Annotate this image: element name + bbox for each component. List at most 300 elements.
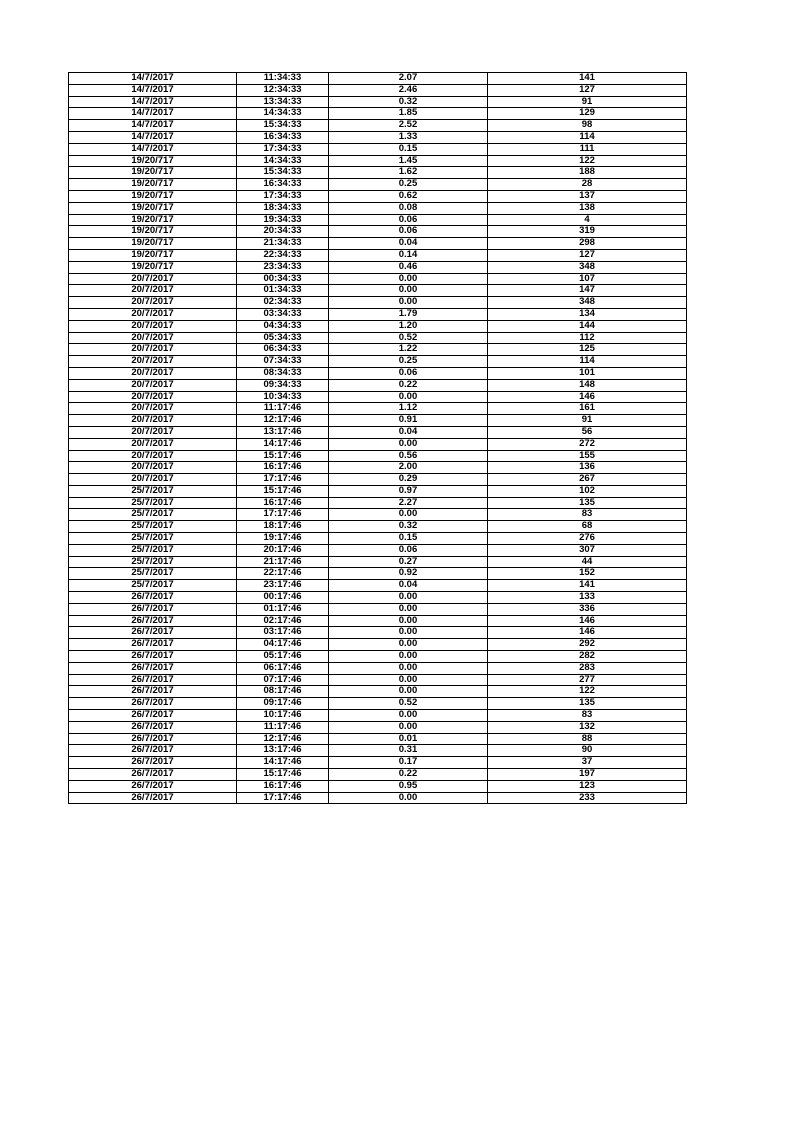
count-cell: 197 (488, 769, 687, 781)
table-row (69, 285, 687, 297)
date-cell: 20/7/2017 (69, 438, 237, 450)
date-cell: 20/7/2017 (69, 474, 237, 486)
date-cell: 26/7/2017 (69, 592, 237, 604)
count-cell: 292 (488, 639, 687, 651)
date-cell: 26/7/2017 (69, 662, 237, 674)
count-cell: 90 (488, 745, 687, 757)
count-cell: 101 (488, 367, 687, 379)
count-cell: 98 (488, 120, 687, 132)
date-cell: 26/7/2017 (69, 780, 237, 792)
table-row (69, 615, 687, 627)
table-row (69, 686, 687, 698)
count-cell: 146 (488, 391, 687, 403)
date-cell: 25/7/2017 (69, 544, 237, 556)
value-cell: 0.00 (329, 438, 488, 450)
time-cell: 12:17:46 (237, 415, 329, 427)
value-cell: 0.00 (329, 509, 488, 521)
value-cell: 0.00 (329, 651, 488, 663)
time-cell: 17:17:46 (237, 474, 329, 486)
date-cell: 14/7/2017 (69, 96, 237, 108)
value-cell: 0.00 (329, 721, 488, 733)
value-cell: 0.46 (329, 261, 488, 273)
value-cell: 0.06 (329, 226, 488, 238)
time-cell: 15:34:33 (237, 167, 329, 179)
value-cell: 0.00 (329, 391, 488, 403)
date-cell: 25/7/2017 (69, 556, 237, 568)
table-row (69, 308, 687, 320)
count-cell: 122 (488, 155, 687, 167)
table-row (69, 415, 687, 427)
value-cell: 1.62 (329, 167, 488, 179)
date-cell: 14/7/2017 (69, 120, 237, 132)
date-cell: 20/7/2017 (69, 367, 237, 379)
table-row (69, 603, 687, 615)
count-cell: 133 (488, 592, 687, 604)
date-cell: 14/7/2017 (69, 143, 237, 155)
time-cell: 21:17:46 (237, 556, 329, 568)
time-cell: 16:17:46 (237, 780, 329, 792)
count-cell: 233 (488, 792, 687, 804)
time-cell: 09:34:33 (237, 379, 329, 391)
time-cell: 03:17:46 (237, 627, 329, 639)
value-cell: 0.00 (329, 615, 488, 627)
count-cell: 28 (488, 179, 687, 191)
table-row (69, 320, 687, 332)
count-cell: 68 (488, 521, 687, 533)
table-row (69, 131, 687, 143)
table-row (69, 391, 687, 403)
date-cell: 14/7/2017 (69, 73, 237, 85)
time-cell: 01:17:46 (237, 603, 329, 615)
value-cell: 2.52 (329, 120, 488, 132)
time-cell: 11:17:46 (237, 403, 329, 415)
date-cell: 19/20/717 (69, 214, 237, 226)
count-cell: 146 (488, 615, 687, 627)
time-cell: 06:34:33 (237, 344, 329, 356)
date-cell: 26/7/2017 (69, 674, 237, 686)
value-cell: 0.04 (329, 238, 488, 250)
value-cell: 0.00 (329, 592, 488, 604)
date-cell: 19/20/717 (69, 226, 237, 238)
date-cell: 25/7/2017 (69, 580, 237, 592)
date-cell: 25/7/2017 (69, 485, 237, 497)
count-cell: 114 (488, 131, 687, 143)
count-cell: 188 (488, 167, 687, 179)
time-cell: 04:17:46 (237, 639, 329, 651)
count-cell: 144 (488, 320, 687, 332)
value-cell: 0.22 (329, 769, 488, 781)
count-cell: 141 (488, 73, 687, 85)
table-row (69, 674, 687, 686)
table-row (69, 556, 687, 568)
time-cell: 10:34:33 (237, 391, 329, 403)
count-cell: 267 (488, 474, 687, 486)
table-row (69, 780, 687, 792)
date-cell: 19/20/717 (69, 179, 237, 191)
time-cell: 16:34:33 (237, 131, 329, 143)
time-cell: 17:17:46 (237, 792, 329, 804)
count-cell: 147 (488, 285, 687, 297)
value-cell: 0.32 (329, 96, 488, 108)
value-cell: 0.92 (329, 568, 488, 580)
date-cell: 26/7/2017 (69, 651, 237, 663)
count-cell: 277 (488, 674, 687, 686)
value-cell: 0.27 (329, 556, 488, 568)
count-cell: 161 (488, 403, 687, 415)
value-cell: 0.00 (329, 639, 488, 651)
date-cell: 20/7/2017 (69, 426, 237, 438)
date-cell: 20/7/2017 (69, 379, 237, 391)
value-cell: 0.00 (329, 603, 488, 615)
count-cell: 111 (488, 143, 687, 155)
date-cell: 19/20/717 (69, 249, 237, 261)
value-cell: 0.62 (329, 190, 488, 202)
value-cell: 0.95 (329, 780, 488, 792)
table-row (69, 249, 687, 261)
count-cell: 102 (488, 485, 687, 497)
time-cell: 13:17:46 (237, 745, 329, 757)
table-row (69, 96, 687, 108)
time-cell: 18:17:46 (237, 521, 329, 533)
count-cell: 283 (488, 662, 687, 674)
count-cell: 348 (488, 297, 687, 309)
date-cell: 20/7/2017 (69, 285, 237, 297)
value-cell: 0.52 (329, 698, 488, 710)
time-cell: 15:34:33 (237, 120, 329, 132)
value-cell: 0.15 (329, 143, 488, 155)
time-cell: 23:34:33 (237, 261, 329, 273)
date-cell: 20/7/2017 (69, 308, 237, 320)
time-cell: 03:34:33 (237, 308, 329, 320)
value-cell: 0.01 (329, 733, 488, 745)
value-cell: 0.06 (329, 367, 488, 379)
value-cell: 0.00 (329, 285, 488, 297)
value-cell: 2.00 (329, 462, 488, 474)
value-cell: 0.29 (329, 474, 488, 486)
count-cell: 135 (488, 497, 687, 509)
table-row (69, 662, 687, 674)
date-cell: 20/7/2017 (69, 332, 237, 344)
table-row (69, 73, 687, 85)
date-cell: 20/7/2017 (69, 462, 237, 474)
count-cell: 4 (488, 214, 687, 226)
table-row (69, 627, 687, 639)
table-row (69, 438, 687, 450)
count-cell: 336 (488, 603, 687, 615)
time-cell: 18:34:33 (237, 202, 329, 214)
value-cell: 0.08 (329, 202, 488, 214)
time-cell: 15:17:46 (237, 450, 329, 462)
count-cell: 114 (488, 356, 687, 368)
date-cell: 14/7/2017 (69, 131, 237, 143)
date-cell: 20/7/2017 (69, 403, 237, 415)
table-row (69, 297, 687, 309)
date-cell: 26/7/2017 (69, 686, 237, 698)
table-row (69, 356, 687, 368)
table-row (69, 580, 687, 592)
count-cell: 138 (488, 202, 687, 214)
time-cell: 12:34:33 (237, 84, 329, 96)
count-cell: 135 (488, 698, 687, 710)
table-row (69, 426, 687, 438)
table-row (69, 568, 687, 580)
value-cell: 1.20 (329, 320, 488, 332)
count-cell: 148 (488, 379, 687, 391)
value-cell: 0.31 (329, 745, 488, 757)
value-cell: 0.97 (329, 485, 488, 497)
count-cell: 152 (488, 568, 687, 580)
count-cell: 37 (488, 757, 687, 769)
value-cell: 0.25 (329, 179, 488, 191)
time-cell: 16:34:33 (237, 179, 329, 191)
date-cell: 25/7/2017 (69, 533, 237, 545)
table-row (69, 485, 687, 497)
date-cell: 25/7/2017 (69, 568, 237, 580)
value-cell: 0.00 (329, 710, 488, 722)
time-cell: 19:17:46 (237, 533, 329, 545)
table-row (69, 509, 687, 521)
table-row (69, 792, 687, 804)
value-cell: 2.46 (329, 84, 488, 96)
time-cell: 08:17:46 (237, 686, 329, 698)
date-cell: 25/7/2017 (69, 509, 237, 521)
time-cell: 14:34:33 (237, 155, 329, 167)
table-row (69, 190, 687, 202)
date-cell: 25/7/2017 (69, 497, 237, 509)
time-cell: 12:17:46 (237, 733, 329, 745)
value-cell: 0.06 (329, 214, 488, 226)
value-cell: 0.32 (329, 521, 488, 533)
value-cell: 0.04 (329, 580, 488, 592)
table-row (69, 367, 687, 379)
count-cell: 91 (488, 415, 687, 427)
table-row (69, 108, 687, 120)
value-cell: 1.33 (329, 131, 488, 143)
date-cell: 20/7/2017 (69, 391, 237, 403)
table-row (69, 497, 687, 509)
date-cell: 14/7/2017 (69, 84, 237, 96)
count-cell: 122 (488, 686, 687, 698)
time-cell: 13:34:33 (237, 96, 329, 108)
time-cell: 22:34:33 (237, 249, 329, 261)
value-cell: 0.17 (329, 757, 488, 769)
time-cell: 19:34:33 (237, 214, 329, 226)
table-row (69, 757, 687, 769)
value-cell: 0.04 (329, 426, 488, 438)
count-cell: 91 (488, 96, 687, 108)
value-cell: 1.85 (329, 108, 488, 120)
time-cell: 14:17:46 (237, 438, 329, 450)
value-cell: 1.45 (329, 155, 488, 167)
date-cell: 19/20/717 (69, 190, 237, 202)
table-row (69, 544, 687, 556)
value-cell: 0.00 (329, 686, 488, 698)
value-cell: 0.00 (329, 273, 488, 285)
date-cell: 26/7/2017 (69, 615, 237, 627)
table-row (69, 179, 687, 191)
table-body (69, 73, 687, 804)
table-row (69, 651, 687, 663)
count-cell: 83 (488, 509, 687, 521)
value-cell: 1.12 (329, 403, 488, 415)
time-cell: 05:17:46 (237, 651, 329, 663)
time-cell: 05:34:33 (237, 332, 329, 344)
time-cell: 16:17:46 (237, 497, 329, 509)
value-cell: 0.00 (329, 792, 488, 804)
count-cell: 83 (488, 710, 687, 722)
table-row (69, 120, 687, 132)
date-cell: 19/20/717 (69, 202, 237, 214)
time-cell: 07:34:33 (237, 356, 329, 368)
value-cell: 0.52 (329, 332, 488, 344)
table-row (69, 143, 687, 155)
count-cell: 132 (488, 721, 687, 733)
date-cell: 26/7/2017 (69, 710, 237, 722)
date-cell: 26/7/2017 (69, 733, 237, 745)
table-row (69, 379, 687, 391)
time-cell: 00:34:33 (237, 273, 329, 285)
count-cell: 141 (488, 580, 687, 592)
time-cell: 09:17:46 (237, 698, 329, 710)
time-cell: 15:17:46 (237, 769, 329, 781)
date-cell: 20/7/2017 (69, 297, 237, 309)
count-cell: 56 (488, 426, 687, 438)
table-row (69, 344, 687, 356)
date-cell: 20/7/2017 (69, 344, 237, 356)
table-row (69, 273, 687, 285)
time-cell: 14:17:46 (237, 757, 329, 769)
value-cell: 0.00 (329, 674, 488, 686)
table-row (69, 226, 687, 238)
count-cell: 107 (488, 273, 687, 285)
time-cell: 16:17:46 (237, 462, 329, 474)
data-table (68, 72, 687, 804)
date-cell: 20/7/2017 (69, 273, 237, 285)
date-cell: 20/7/2017 (69, 320, 237, 332)
date-cell: 26/7/2017 (69, 627, 237, 639)
date-cell: 14/7/2017 (69, 108, 237, 120)
time-cell: 11:34:33 (237, 73, 329, 85)
time-cell: 17:17:46 (237, 509, 329, 521)
count-cell: 112 (488, 332, 687, 344)
date-cell: 26/7/2017 (69, 639, 237, 651)
count-cell: 307 (488, 544, 687, 556)
count-cell: 137 (488, 190, 687, 202)
time-cell: 17:34:33 (237, 143, 329, 155)
time-cell: 23:17:46 (237, 580, 329, 592)
count-cell: 276 (488, 533, 687, 545)
table-row (69, 745, 687, 757)
date-cell: 20/7/2017 (69, 356, 237, 368)
time-cell: 11:17:46 (237, 721, 329, 733)
value-cell: 0.00 (329, 662, 488, 674)
count-cell: 127 (488, 84, 687, 96)
value-cell: 0.15 (329, 533, 488, 545)
value-cell: 1.79 (329, 308, 488, 320)
table-row (69, 155, 687, 167)
time-cell: 21:34:33 (237, 238, 329, 250)
table-row (69, 592, 687, 604)
value-cell: 0.00 (329, 627, 488, 639)
value-cell: 0.56 (329, 450, 488, 462)
count-cell: 125 (488, 344, 687, 356)
count-cell: 282 (488, 651, 687, 663)
table-row (69, 698, 687, 710)
value-cell: 0.25 (329, 356, 488, 368)
date-cell: 26/7/2017 (69, 757, 237, 769)
date-cell: 19/20/717 (69, 167, 237, 179)
date-cell: 20/7/2017 (69, 450, 237, 462)
value-cell: 2.27 (329, 497, 488, 509)
time-cell: 00:17:46 (237, 592, 329, 604)
time-cell: 01:34:33 (237, 285, 329, 297)
time-cell: 07:17:46 (237, 674, 329, 686)
table-row (69, 238, 687, 250)
time-cell: 22:17:46 (237, 568, 329, 580)
time-cell: 20:34:33 (237, 226, 329, 238)
value-cell: 0.14 (329, 249, 488, 261)
table-row (69, 261, 687, 273)
date-cell: 26/7/2017 (69, 769, 237, 781)
date-cell: 19/20/717 (69, 261, 237, 273)
table-row (69, 84, 687, 96)
count-cell: 348 (488, 261, 687, 273)
date-cell: 19/20/717 (69, 155, 237, 167)
count-cell: 134 (488, 308, 687, 320)
value-cell: 0.91 (329, 415, 488, 427)
count-cell: 127 (488, 249, 687, 261)
count-cell: 155 (488, 450, 687, 462)
table-row (69, 733, 687, 745)
value-cell: 0.22 (329, 379, 488, 391)
value-cell: 0.06 (329, 544, 488, 556)
table-row (69, 450, 687, 462)
table-row (69, 214, 687, 226)
value-cell: 0.00 (329, 297, 488, 309)
count-cell: 129 (488, 108, 687, 120)
date-cell: 20/7/2017 (69, 415, 237, 427)
value-cell: 2.07 (329, 73, 488, 85)
date-cell: 26/7/2017 (69, 745, 237, 757)
date-cell: 26/7/2017 (69, 603, 237, 615)
table-row (69, 332, 687, 344)
table-row (69, 202, 687, 214)
time-cell: 14:34:33 (237, 108, 329, 120)
count-cell: 146 (488, 627, 687, 639)
table-row (69, 710, 687, 722)
table-row (69, 521, 687, 533)
count-cell: 44 (488, 556, 687, 568)
count-cell: 88 (488, 733, 687, 745)
table-row (69, 462, 687, 474)
time-cell: 10:17:46 (237, 710, 329, 722)
time-cell: 17:34:33 (237, 190, 329, 202)
date-cell: 25/7/2017 (69, 521, 237, 533)
table-row (69, 403, 687, 415)
count-cell: 319 (488, 226, 687, 238)
table-row (69, 533, 687, 545)
time-cell: 13:17:46 (237, 426, 329, 438)
count-cell: 298 (488, 238, 687, 250)
date-cell: 26/7/2017 (69, 721, 237, 733)
date-cell: 26/7/2017 (69, 792, 237, 804)
table-row (69, 639, 687, 651)
time-cell: 20:17:46 (237, 544, 329, 556)
count-cell: 136 (488, 462, 687, 474)
time-cell: 06:17:46 (237, 662, 329, 674)
count-cell: 123 (488, 780, 687, 792)
value-cell: 1.22 (329, 344, 488, 356)
